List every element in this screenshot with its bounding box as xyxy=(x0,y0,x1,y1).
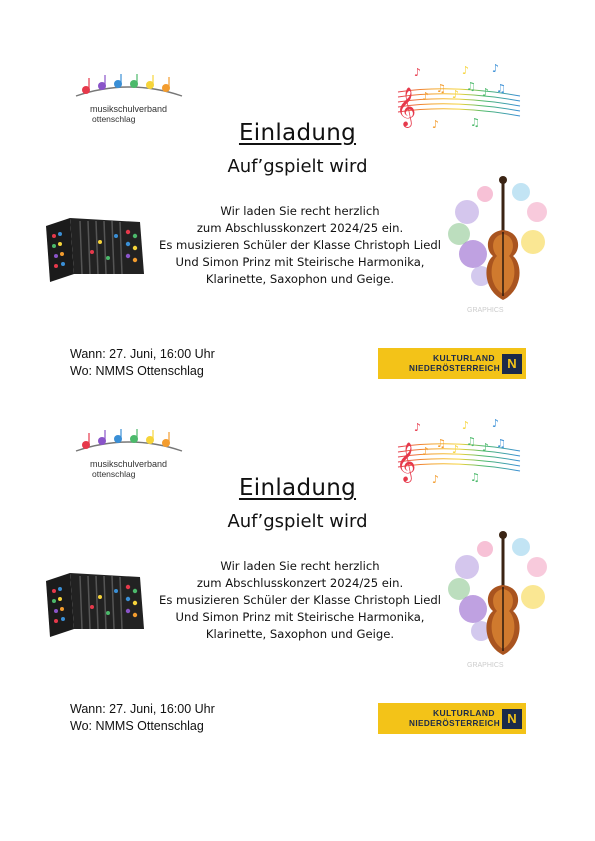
svg-text:♪: ♪ xyxy=(462,64,470,77)
accordion-icon xyxy=(40,567,152,639)
svg-text:♪: ♪ xyxy=(452,443,460,456)
svg-text:♪: ♪ xyxy=(452,88,460,101)
body-line-4: Und Simon Prinz mit Steirische Harmonika, xyxy=(175,610,425,624)
svg-text:GRAPHICS: GRAPHICS xyxy=(467,307,504,314)
body-line-1: Wir laden Sie recht herzlich xyxy=(220,204,380,218)
svg-text:♫: ♫ xyxy=(496,437,506,450)
invitation-body xyxy=(150,203,450,288)
svg-text:♫: ♫ xyxy=(436,82,446,95)
kulturland-line-2: NIEDERÖSTERREICH xyxy=(409,364,501,373)
svg-text:♪: ♪ xyxy=(422,90,430,103)
invitation-title: Einladung xyxy=(238,475,357,501)
event-date: Wann: 27. Juni, 16:00 Uhr xyxy=(70,702,215,716)
kulturland-line-1: KULTURLAND xyxy=(433,353,495,363)
event-location: Wo: NMMS Ottenschlag xyxy=(70,719,204,733)
noe-mark-icon: N xyxy=(502,709,522,729)
event-location: Wo: NMMS Ottenschlag xyxy=(70,364,204,378)
body-line-5: Klarinette, Saxophon und Geige. xyxy=(205,627,395,641)
violin-flowers-icon xyxy=(445,172,557,320)
svg-text:♪: ♪ xyxy=(492,417,500,430)
svg-text:♪: ♪ xyxy=(414,421,422,434)
svg-text:♪: ♪ xyxy=(492,62,500,75)
body-line-4: Und Simon Prinz mit Steirische Harmonika, xyxy=(175,255,425,269)
music-notes-logo-icon xyxy=(72,427,187,455)
musikschulverband-logo xyxy=(72,427,187,479)
logo-line-1: musikschulverband xyxy=(90,104,168,114)
body-line-3: Es musizieren Schüler der Klasse Christoph Liedl xyxy=(159,593,441,607)
svg-text:♫: ♫ xyxy=(466,435,476,448)
svg-text:𝄞: 𝄞 xyxy=(396,87,417,127)
kulturland-line-1: KULTURLAND xyxy=(433,708,495,718)
svg-text:♪: ♪ xyxy=(414,66,422,79)
accordion-icon xyxy=(40,212,152,284)
music-notes-logo-icon xyxy=(72,72,187,100)
body-line-1: Wir laden Sie recht herzlich xyxy=(220,559,380,573)
body-line-3: Es musizieren Schüler der Klasse Christoph Liedl xyxy=(159,238,441,252)
logo-line-2: ottenschlag xyxy=(92,469,136,479)
event-date: Wann: 27. Juni, 16:00 Uhr xyxy=(70,347,215,361)
svg-text:♪: ♪ xyxy=(422,445,430,458)
invitation-title: Einladung xyxy=(238,120,357,146)
svg-text:♪: ♪ xyxy=(432,118,440,131)
invitation-card-2 xyxy=(0,415,595,775)
svg-text:♫: ♫ xyxy=(470,116,480,129)
body-line-5: Klarinette, Saxophon und Geige. xyxy=(205,272,395,286)
invitation-card-1 xyxy=(0,60,595,420)
kulturland-line-2: NIEDERÖSTERREICH xyxy=(409,719,501,728)
kulturland-logo xyxy=(378,348,526,379)
invitation-subtitle: Auf’gspielt wird xyxy=(227,511,368,532)
svg-text:♪: ♪ xyxy=(482,441,490,454)
invitation-subtitle: Auf’gspielt wird xyxy=(227,156,368,177)
invitation-body xyxy=(150,558,450,643)
noe-mark-icon: N xyxy=(502,354,522,374)
svg-text:♫: ♫ xyxy=(496,82,506,95)
logo-line-2: ottenschlag xyxy=(92,114,136,124)
svg-text:♪: ♪ xyxy=(462,419,470,432)
body-line-2: zum Abschlusskonzert 2024/25 ein. xyxy=(196,221,404,235)
violin-flowers-icon xyxy=(445,527,557,675)
svg-text:GRAPHICS: GRAPHICS xyxy=(467,662,504,669)
svg-text:♫: ♫ xyxy=(466,80,476,93)
musikschulverband-logo xyxy=(72,72,187,124)
svg-text:♫: ♫ xyxy=(436,437,446,450)
svg-text:𝄞: 𝄞 xyxy=(396,442,417,482)
body-line-2: zum Abschlusskonzert 2024/25 ein. xyxy=(196,576,404,590)
svg-text:♪: ♪ xyxy=(482,86,490,99)
logo-line-1: musikschulverband xyxy=(90,459,168,469)
svg-text:♪: ♪ xyxy=(432,473,440,486)
kulturland-logo xyxy=(378,703,526,734)
svg-text:♫: ♫ xyxy=(470,471,480,484)
